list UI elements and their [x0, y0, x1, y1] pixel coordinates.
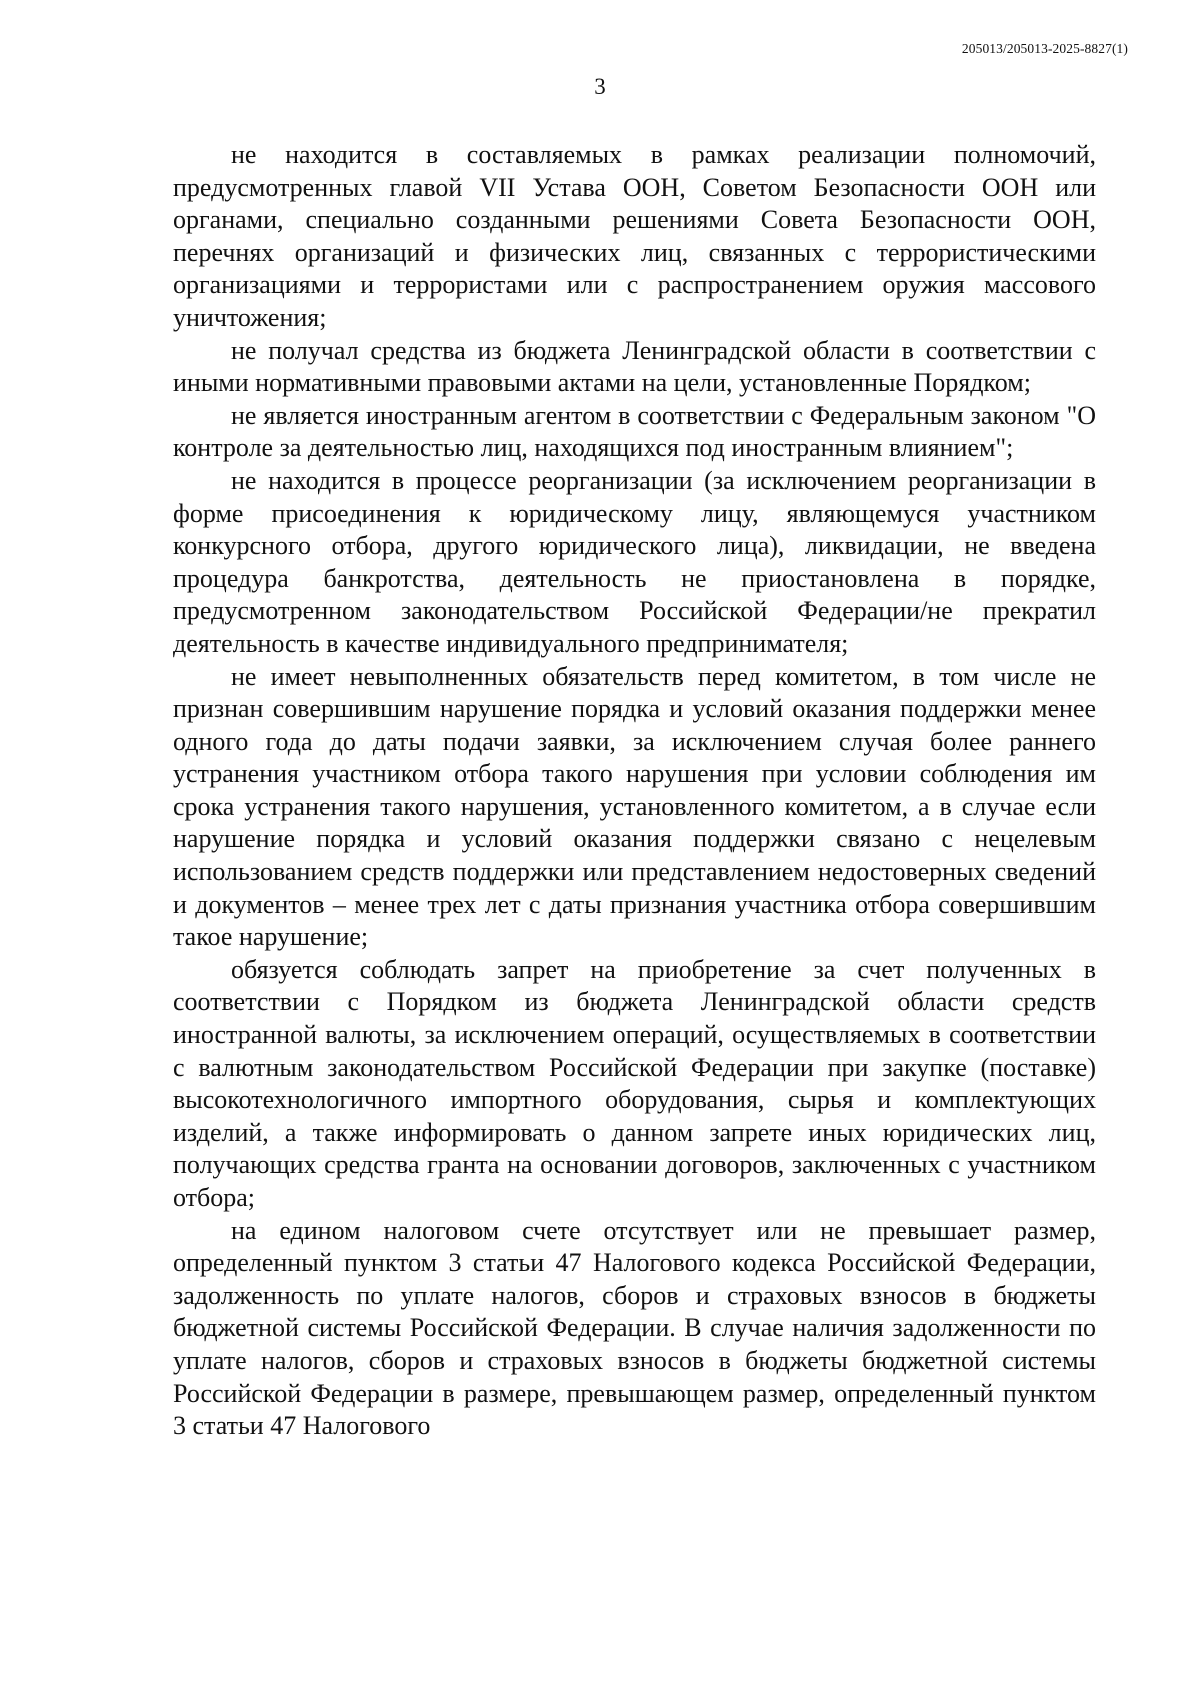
document-body [173, 139, 1096, 1443]
paragraph-no-unfulfilled-obligations: не имеет невыполненных обязательств перед комитетом, в том числе не признан совершившим нарушение порядка и условий оказания поддержки менее одного года до даты подачи заявки, за исключением случая более раннего устранения участником отбора такого нарушения при условии соблюдения им срока устранения такого нарушения, установленного комитетом, а в случае если нарушение порядка и условий оказания поддержки связано с нецелевым использованием средств поддержки или представлением недостоверных сведений и документов – менее трех лет с даты признания участника отбора совершившим такое нарушение; [173, 661, 1096, 952]
paragraph-no-reorganization-liquidation: не находится в процессе реорганизации (за исключением реорганизации в форме присоединения к юридическому лицу, являющемуся участником конкурсного отбора, другого юридического лица), ликвидации, не введена процедура банкротства, деятельность не приостановлена в порядке, предусмотренном законодательством Российской Федерации/не прекратил деятельность в качестве индивидуального предпринимателя; [173, 465, 1096, 658]
document-registration-number: 205013/205013-2025-8827(1) [961, 41, 1128, 56]
page-number: 3 [594, 74, 606, 99]
paragraph-foreign-currency-ban: обязуется соблюдать запрет на приобретение за счет полученных в соответствии с Порядком из бюджета Ленинградской области средств иностранной валюты, за исключением операций, осуществляемых в соответствии с валютным законодательством Российской Федерации при закупке (поставке) высокотехнологичного импортного оборудования, сырья и комплектующих изделий, а также информировать о данном запрете иных юридических лиц, получающих средства гранта на основании договоров, заключенных с участником отбора; [173, 954, 1096, 1212]
paragraph-tax-debt: на едином налоговом счете отсутствует или не превышает размер, определенный пунктом 3 статьи 47 Налогового кодекса Российской Федерации, задолженность по уплате налогов, сборов и страховых взносов в бюджеты бюджетной системы Российской Федерации. В случае наличия задолженности по уплате налогов, сборов и страховых взносов в бюджеты бюджетной системы Российской Федерации в размере, превышающем размер, определенный пунктом 3 статьи 47 Налогового [173, 1215, 1096, 1441]
paragraph-no-regional-budget-funds: не получал средства из бюджета Ленинградской области в соответствии с иными нормативными правовыми актами на цели, установленные Порядком; [173, 335, 1096, 398]
paragraph-un-sanctions-lists: не находится в составляемых в рамках реализации полномочий, предусмотренных главой VII Устава ООН, Советом Безопасности ООН или органами, специально созданными решениями Совета Безопасности ООН, перечнях организаций и физических лиц, связанных с террористическими организациями и террористами или с распространением оружия массового уничтожения; [173, 140, 1096, 332]
paragraph-not-foreign-agent: не является иностранным агентом в соответствии с Федеральным законом "О контроле за деятельностью лиц, находящихся под иностранным влиянием"; [173, 400, 1096, 463]
